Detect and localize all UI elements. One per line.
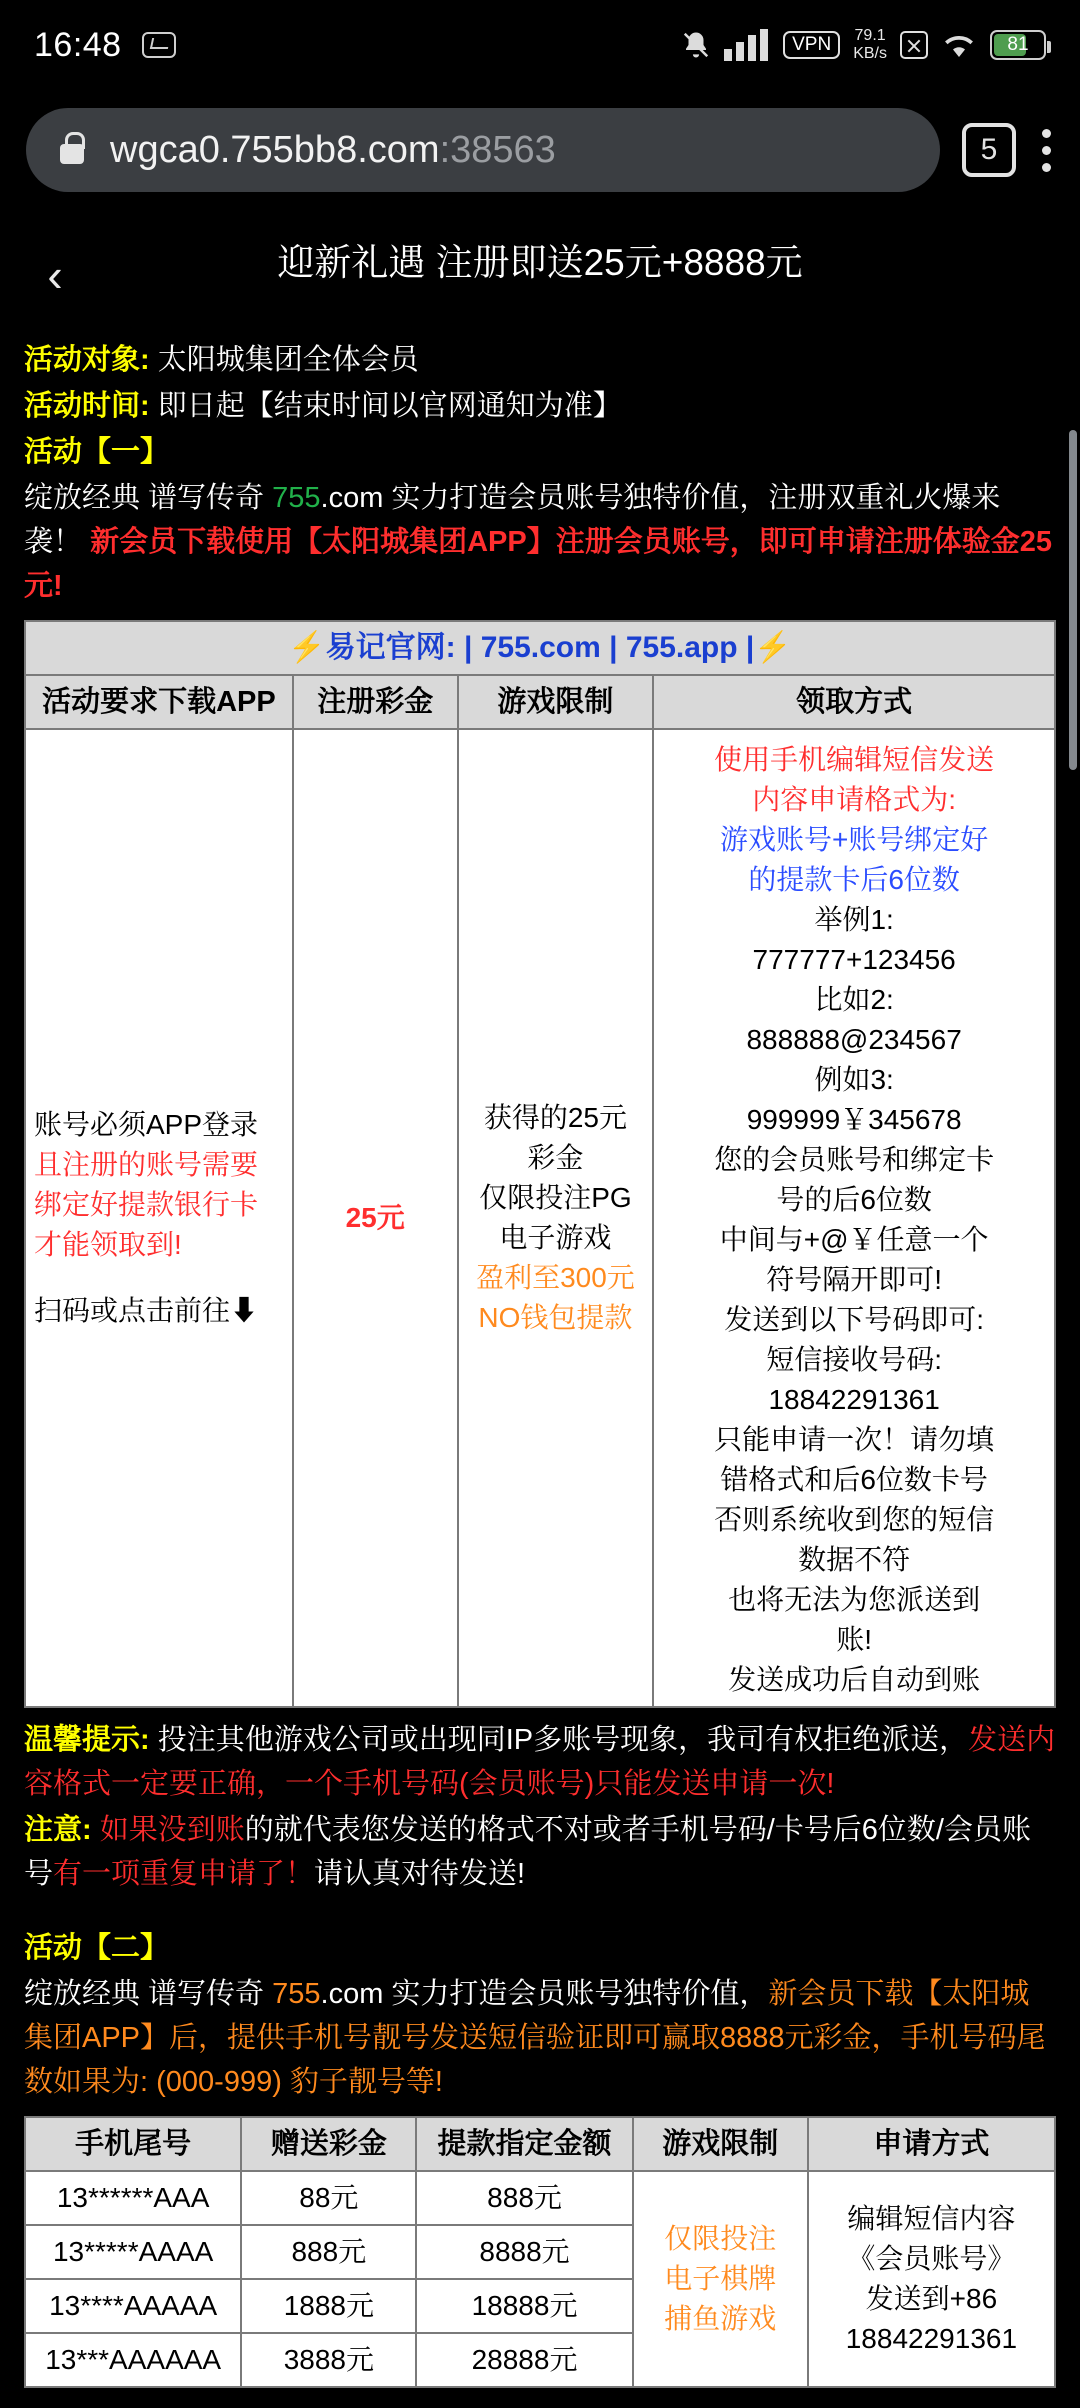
- url-port: :38563: [439, 128, 556, 171]
- table2-cell-game-limit: 仅限投注 电子棋牌 捕鱼游戏: [633, 2171, 808, 2387]
- table2-header-2: 提款指定金额: [416, 2117, 632, 2171]
- official-site-banner: ⚡易记官网: | 755.com | 755.app |⚡: [25, 621, 1055, 675]
- table2-r0-c2: 888元: [416, 2171, 632, 2225]
- table2-r1-c2: 8888元: [416, 2225, 632, 2279]
- status-left: [34, 26, 176, 65]
- table2-header-row: [25, 2117, 1055, 2171]
- status-right: [681, 27, 1046, 63]
- table2-r3-c1: 3888元: [241, 2333, 416, 2387]
- battery-indicator: [990, 30, 1046, 60]
- address-bar[interactable]: [26, 108, 940, 192]
- table1-header-0: 活动要求下载APP: [25, 675, 293, 729]
- table2-cell-apply: 编辑短信内容 《会员账号》 发送到+86 18842291361: [808, 2171, 1055, 2387]
- table1-header-1: 注册彩金: [293, 675, 458, 729]
- kebab-menu-icon[interactable]: [1038, 129, 1054, 172]
- activity-1-table: [24, 620, 1056, 1708]
- wifi-icon: [941, 30, 977, 60]
- activity-2-label: 活动【二】: [24, 1932, 170, 1964]
- bell-off-icon: [681, 29, 711, 61]
- status-time: 16:48: [34, 25, 122, 64]
- battery-level: 81: [1007, 34, 1029, 55]
- target-value: 太阳城集团全体会员: [157, 344, 419, 376]
- browser-toolbar: [0, 90, 1080, 210]
- table1-cell-game-limit: 获得的25元 彩金 仅限投注PG 电子游戏 盈利至300元 NO钱包提款: [458, 729, 654, 1707]
- table-header-row: [25, 675, 1055, 729]
- url-host: wgca0.755bb8.com: [110, 128, 440, 171]
- vpn-badge: VPN: [783, 31, 840, 59]
- table2-r0-c0: 13******AAA: [25, 2171, 241, 2225]
- mail-icon: [142, 32, 176, 58]
- table2-header-0: 手机尾号: [25, 2117, 241, 2171]
- target-line: [24, 338, 1056, 382]
- page-title: 迎新礼遇 注册即送25元+8888元: [277, 242, 803, 283]
- table2-r1-c1: 888元: [241, 2225, 416, 2279]
- notes-block: [24, 1718, 1056, 1896]
- table2-header-3: 游戏限制: [633, 2117, 808, 2171]
- table2-r2-c0: 13****AAAAA: [25, 2279, 241, 2333]
- activity-2-paragraph: 绽放经典 谱写传奇 755.com 实力打造会员账号独特价值，新会员下载【太阳城集团APP】后，提供手机号靓号发送短信验证即可赢取8888元彩金，手机号码尾数如果为: (000-999) 豹子靓号等!: [24, 1978, 1046, 2098]
- table2-r0-c1: 88元: [241, 2171, 416, 2225]
- tip-line: 温馨提示: 投注其他游戏公司或出现同IP多账号现象，我司有权拒绝派送，发送内容格式一定要正确，一个手机号码(会员账号)只能发送申请一次!: [24, 1724, 1056, 1800]
- network-speed: 79.1 KB/s: [853, 27, 887, 62]
- back-button[interactable]: ‹: [47, 249, 63, 301]
- table2-r1-c0: 13*****AAAA: [25, 2225, 241, 2279]
- url-text: [110, 129, 556, 172]
- target-label: 活动对象:: [24, 344, 150, 376]
- time-value: 即日起【结束时间以官网通知为准】: [157, 390, 622, 422]
- table2-r2-c2: 18888元: [416, 2279, 632, 2333]
- signal-bars-icon: [724, 29, 770, 61]
- table2-header-4: 申请方式: [808, 2117, 1055, 2171]
- table-row: [25, 2171, 1055, 2225]
- table1-cell-bonus: 25元: [293, 729, 458, 1707]
- sim-x-icon: [900, 31, 928, 59]
- scrollbar[interactable]: [1069, 430, 1077, 770]
- page-header: [0, 210, 1080, 320]
- table1-body-row: [25, 729, 1055, 1707]
- activity-2-block: [24, 1926, 1056, 2104]
- tab-switcher-button[interactable]: 5: [962, 123, 1016, 177]
- table-banner-row: [25, 621, 1055, 675]
- table2-r2-c1: 1888元: [241, 2279, 416, 2333]
- time-line: [24, 384, 1056, 428]
- table1-cell-requirement: 账号必须APP登录 且注册的账号需要 绑定好提款银行卡 才能领取到! 扫码或点击前往⬇: [25, 729, 293, 1707]
- table1-cell-howto: 使用手机编辑短信发送 内容申请格式为: 游戏账号+账号绑定好 的提款卡后6位数 举例1: 777777+123456 比如2: 888888@234567 例如3: 999999￥345678 您的会员账号和绑定卡 号的后6位数 中间与+@￥任意一个 符号隔开即可! 发送到以下号码即可: 短信接收号码: 18842291361 只能申请一次！请勿填 错格式和后6位数卡号 否则系统收到您的短信 数据不符 也将无法为您派送到 账! 发送成功后自动到账: [653, 729, 1055, 1707]
- activity-1-paragraph: 绽放经典 谱写传奇 755.com 实力打造会员账号独特价值，注册双重礼火爆来袭！ 新会员下载使用【太阳城集团APP】注册会员账号，即可申请注册体验金25元!: [24, 482, 1052, 602]
- table1-header-3: 领取方式: [653, 675, 1055, 729]
- promo-content: [0, 320, 1080, 2388]
- activity-1-label: 活动【一】: [24, 436, 170, 468]
- activity-2-table: [24, 2116, 1056, 2388]
- status-bar: [0, 0, 1080, 90]
- table2-r3-c2: 28888元: [416, 2333, 632, 2387]
- table1-header-2: 游戏限制: [458, 675, 654, 729]
- table2-r3-c0: 13***AAAAAA: [25, 2333, 241, 2387]
- time-label: 活动时间:: [24, 390, 150, 422]
- attention-line: 注意: 如果没到账的就代表您发送的格式不对或者手机号码/卡号后6位数/会员账号有一项重复申请了！请认真对待发送!: [24, 1814, 1031, 1890]
- table2-header-1: 赠送彩金: [241, 2117, 416, 2171]
- lock-icon: [60, 144, 84, 164]
